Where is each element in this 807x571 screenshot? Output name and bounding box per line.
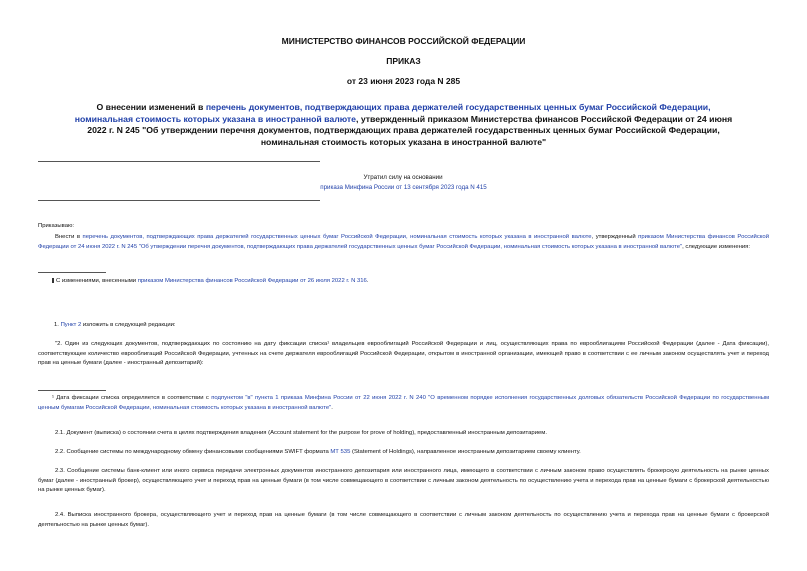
doc-type-heading: ПРИКАЗ xyxy=(386,56,421,66)
repeal-note: Утратил силу на основании xyxy=(363,174,443,181)
paragraph-2-1: 2.1. Документ (выписка) о состоянии счета в целях подтверждения владения (Account statement for the purpose for prove of holding), предоставленный иностранным депозитарием. xyxy=(55,430,547,436)
fn-text-1: ¹ Дата фиксации списка определяется в соответствии с xyxy=(52,395,212,401)
p22-link[interactable]: МТ 535 xyxy=(330,449,351,455)
ministry-heading: МИНИСТЕРСТВО ФИНАНСОВ РОССИЙСКОЙ ФЕДЕРАЦИИ xyxy=(281,36,526,46)
intro-link-list[interactable]: перечень документов, подтверждающих права держателей государственных ценных бумаг Российской Федерации, номинальная стоимость которых указана в иностранной валюте xyxy=(82,234,592,240)
intro-text-1: Внести в xyxy=(55,234,83,240)
p22-text-1: 2.2. Сообщение системы по международному обмену финансовыми сообщениями SWIFT формата xyxy=(55,449,331,455)
item1-link[interactable]: Пункт 2 xyxy=(60,322,82,328)
note-text-1: С изменениями, внесенными xyxy=(56,278,138,284)
fn-text-2: . xyxy=(331,404,333,411)
title-link-list[interactable]: перечень документов, подтверждающих права держателей государственных ценных бумаг Российской Федерации, номинальная стоимость которых указана в иностранной валюте xyxy=(74,102,711,124)
intro-text-3: , следующие изменения: xyxy=(682,243,750,250)
footnote-divider xyxy=(38,390,106,391)
divider xyxy=(38,161,320,162)
paragraph-2-4: 2.4. Выписка иностранного брокера, осуществляющего учет и переход прав на ценные бумаги (в том числе совмещающего в соответствии с личным законом деятельность по осуществлению учета и перехода прав на ценные бумаги с брокерской деятельностью на рынке ценных бумаг). xyxy=(38,512,769,528)
intro-paragraph xyxy=(38,233,769,252)
paragraph-2-2 xyxy=(38,448,769,458)
divider xyxy=(38,200,320,201)
order-word: Приказываю: xyxy=(38,223,75,229)
date-number-heading: от 23 июня 2023 года N 285 xyxy=(346,76,461,86)
item1-text: изложить в следующей редакции: xyxy=(81,322,176,328)
item-1 xyxy=(54,321,454,331)
item1-prefix: 1. xyxy=(54,322,61,328)
title-text-1: О внесении изменений в xyxy=(96,102,206,112)
footnote-divider xyxy=(38,272,106,273)
quote-paragraph-2: "2. Один из следующих документов, подтверждающих по состоянию на дату фиксации списка¹ владельцев еврооблигаций Российской Федерации и лиц, осуществляющих права по еврооблигациям Российской Федерации (далее - Дата фиксации), соответствующее количество еврооблигаций Российской Федерации, учтенных на счете держателя еврооблигаций Российской Федерации, открытом в иностранной организации, имеющей право в соответствии с ее личным законом осуществлять учет и переход прав на ценные бумаги (далее - иностранный депозитарий): xyxy=(38,341,769,367)
note-marker-icon xyxy=(52,278,54,283)
p22-text-2: (Statement of Holdings), направленное иностранным депозитарием своему клиенту. xyxy=(350,449,581,455)
intro-text-2: , утвержденный xyxy=(591,234,639,240)
note-link[interactable]: приказом Министерства финансов Российской Федерации от 26 июля 2022 г. N 316 xyxy=(137,278,367,284)
intro-link-order[interactable]: приказом Министерства финансов Российской Федерации от 24 июня 2022 г. N 245 "Об утверждении перечня документов, подтверждающих права держателей государственных ценных бумаг Российской Федерации, номинальная стоимость которых указана в иностранной валюте" xyxy=(38,234,769,250)
paragraph-2-3: 2.3. Сообщение системы банк-клиент или иного сервиса передачи электронных документов иностранного депозитария или иностранного лица, имеющего в соответствии с личным законом право осуществлять брокерскую деятельность на рынке ценных бумаг (далее - иностранный брокер), осуществляющего учет и переход прав на ценные бумаги (в том числе совмещающего в соответствии с личным законом деятельность по осуществлению учета и перехода прав на ценные бумаги с брокерской деятельностью на рынке ценных бумаг). xyxy=(38,468,769,494)
title-text-2: , утвержденный приказом Министерства финансов Российской Федерации от 24 июня 2022 г. N 245 "Об утверждении перечня документов, подтверждающих права держателей государственных ценных бумаг Российской Федерации, номинальная стоимость которых указана в иностранной валюте" xyxy=(87,113,733,147)
amendment-note xyxy=(52,277,767,287)
repeal-link[interactable]: приказа Минфина России от 13 сентября 2023 года N 415 xyxy=(320,184,487,191)
document-title xyxy=(70,102,737,148)
footnote-paragraph xyxy=(38,394,769,413)
note-text-2: . xyxy=(366,278,369,284)
fn-link[interactable]: подпунктом "в" пункта 1 приказа Минфина России от 22 июня 2022 г. N 240 "О временном порядке исполнения государственных долговых обязательств Российской Федерации по государственным ценным бумагам Российской Федерации, номинальная стоимость которых указана в иностранной валюте" xyxy=(38,395,770,411)
